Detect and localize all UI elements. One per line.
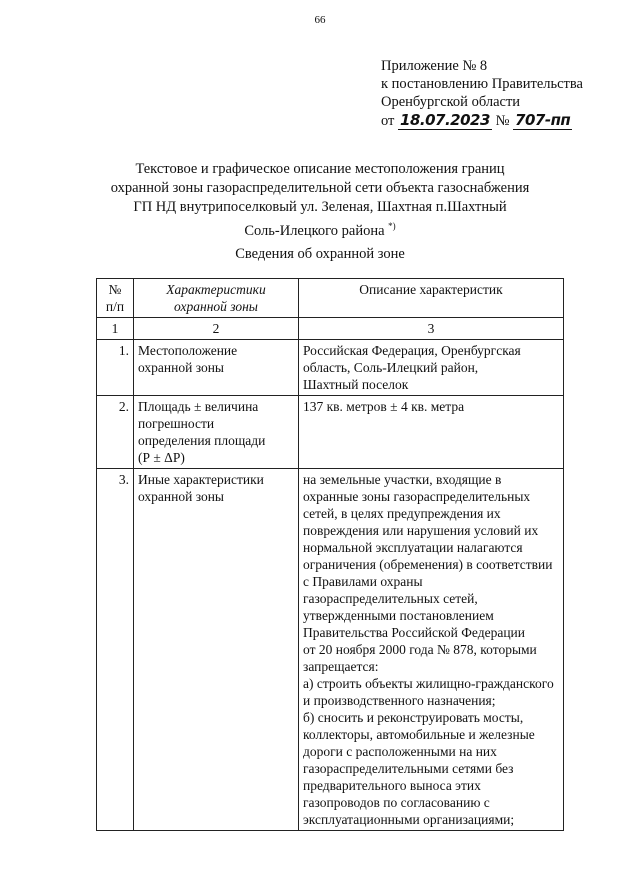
row-characteristic xyxy=(134,340,299,396)
date-prefix: от xyxy=(381,113,395,129)
description-line: и производственного назначения; xyxy=(303,693,496,708)
page-number: 66 xyxy=(314,14,326,26)
header-num xyxy=(97,279,134,318)
header-char-line-1: Характеристики xyxy=(166,282,266,297)
characteristic-line: Площадь ± величина xyxy=(138,399,259,414)
description-line: коллекторы, автомобильные и железные xyxy=(303,727,535,742)
description-line: сетей, в целях предупреждения их xyxy=(303,506,501,521)
table-row xyxy=(97,469,564,831)
appendix-resolution: к постановлению Правительства xyxy=(381,76,583,92)
description-line: Российская Федерация, Оренбургская xyxy=(303,343,521,358)
header-num-line-2: п/п xyxy=(105,299,125,314)
description-line: ограничения (обременения) в соответствии xyxy=(303,557,553,572)
description-line: охранные зоны газораспределительных xyxy=(303,489,531,504)
description-line: Шахтный поселок xyxy=(303,377,409,392)
table-header-row xyxy=(97,279,564,318)
index-cell: 3 xyxy=(299,318,564,340)
description-line: Правительства Российской Федерации xyxy=(303,625,525,640)
description-line: газораспределительными сетями без xyxy=(303,761,514,776)
description-line: повреждения или нарушения условий их xyxy=(303,523,539,538)
description-line: дороги с расположенными на них xyxy=(303,744,497,759)
description-line: на земельные участки, входящие в xyxy=(303,472,502,487)
footnote-mark: *) xyxy=(388,221,396,231)
title-line-4 xyxy=(0,217,640,241)
handwritten-number: 707-пп xyxy=(515,111,571,129)
description-line: 137 кв. метров ± 4 кв. метра xyxy=(303,399,465,414)
section-subtitle: Сведения об охранной зоне xyxy=(235,246,405,262)
description-line: запрещается: xyxy=(303,659,379,674)
description-line: газораспределительных сетей, xyxy=(303,591,478,606)
handwritten-date: 18.07.2023 xyxy=(400,111,490,129)
appendix-date-line xyxy=(381,111,583,130)
description-line: эксплуатационными организациями; xyxy=(303,812,515,827)
header-characteristics xyxy=(134,279,299,318)
table-row xyxy=(97,396,564,469)
row-description xyxy=(299,340,564,396)
index-cell: 1 xyxy=(97,318,134,340)
row-number: 1. xyxy=(97,340,134,396)
description-line: а) строить объекты жилищно-гражданского xyxy=(303,676,554,691)
appendix-block xyxy=(381,57,583,130)
characteristic-line: погрешности xyxy=(138,416,215,431)
index-cell: 2 xyxy=(134,318,299,340)
header-char-line-2: охранной зоны xyxy=(174,299,258,314)
row-description xyxy=(299,396,564,469)
description-line: газопроводов по согласованию с xyxy=(303,795,490,810)
characteristic-line: Иные характеристики xyxy=(138,472,264,487)
characteristic-line: (Р ± ΔР) xyxy=(138,450,185,465)
characteristic-line: Местоположение xyxy=(138,343,238,358)
characteristic-line: охранной зоны xyxy=(138,489,225,504)
zone-info-table xyxy=(96,278,564,831)
description-line: утвержденными постановлением xyxy=(303,608,494,623)
table-index-row xyxy=(97,318,564,340)
characteristic-line: определения площади xyxy=(138,433,266,448)
title-line-3: ГП НД внутрипоселковый ул. Зеленая, Шахтная п.Шахтный xyxy=(133,199,507,215)
description-line: предварительного выноса этих xyxy=(303,778,481,793)
row-number: 2. xyxy=(97,396,134,469)
description-line: с Правилами охраны xyxy=(303,574,423,589)
description-line: б) сносить и реконструировать мосты, xyxy=(303,710,524,725)
number-sign: № xyxy=(495,113,510,129)
title-line-1: Текстовое и графическое описание местоположения границ xyxy=(135,161,505,177)
appendix-title: Приложение № 8 xyxy=(381,58,488,74)
title-line-4-text: Соль-Илецкого района xyxy=(244,222,385,239)
header-description: Описание характеристик xyxy=(299,279,564,318)
description-line: от 20 ноября 2000 года № 878, которыми xyxy=(303,642,537,657)
description-line: область, Соль-Илецкий район, xyxy=(303,360,479,375)
title-line-2: охранной зоны газораспределительной сети объекта газоснабжения xyxy=(110,180,530,196)
characteristic-line: охранной зоны xyxy=(138,360,225,375)
row-number: 3. xyxy=(97,469,134,831)
header-num-line-1: № xyxy=(108,282,122,297)
row-characteristic xyxy=(134,396,299,469)
row-description xyxy=(299,469,564,831)
document-title xyxy=(0,160,640,241)
description-line: нормальной эксплуатации налагаются xyxy=(303,540,523,555)
appendix-region: Оренбургской области xyxy=(381,94,521,110)
table-row xyxy=(97,340,564,396)
row-characteristic xyxy=(134,469,299,831)
